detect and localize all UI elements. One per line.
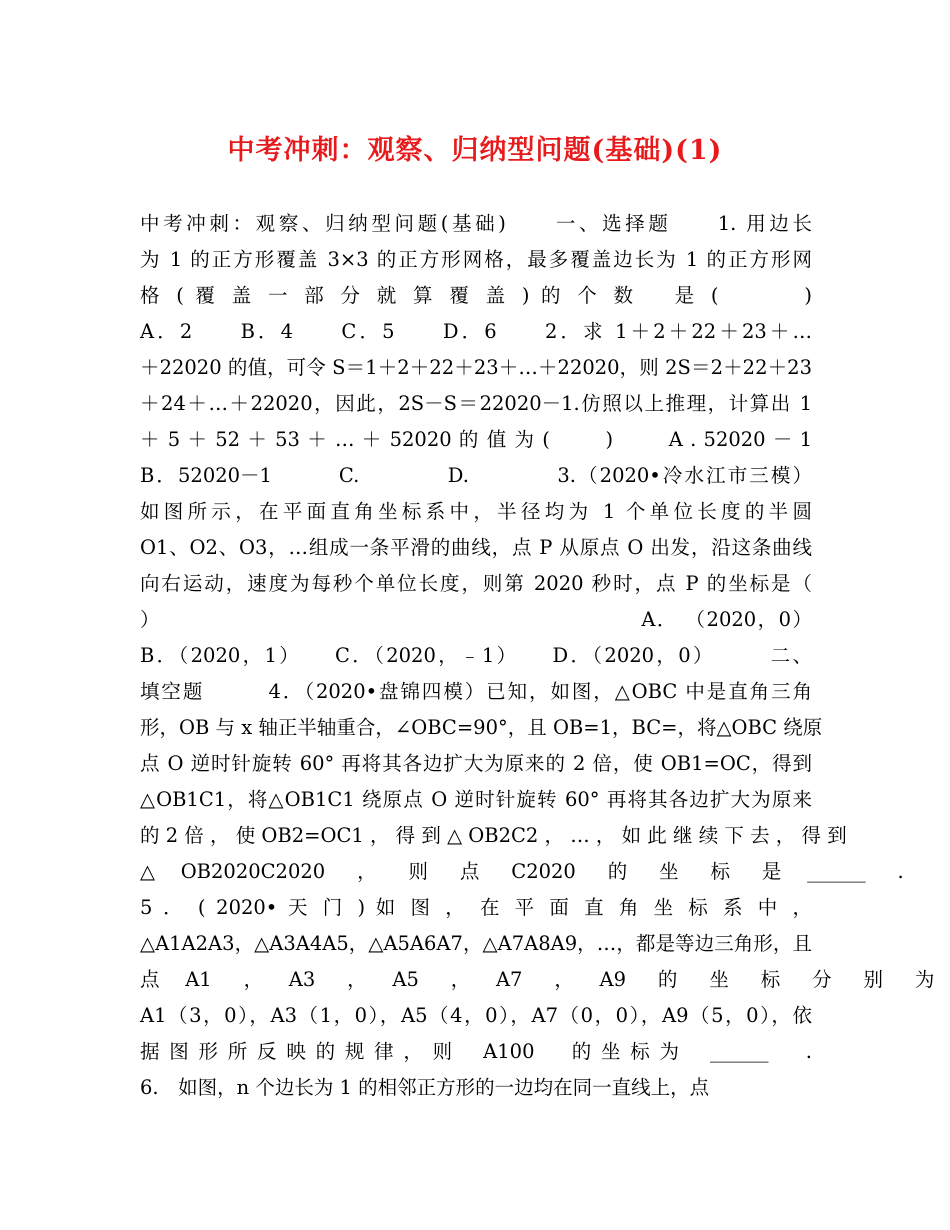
body-line: 的 2 倍 ， 使 OB2=OC1 ， 得 到 △ OB2C2 ， … ， 如 此 继 续 下 去 ， 得 到 bbox=[140, 824, 847, 847]
body-line: △A1A2A3，△A3A4A5，△A5A6A7，△A7A8A9，…，都是等边三角形，且 bbox=[140, 932, 812, 955]
body-line: ） A． （2020，0） bbox=[140, 608, 812, 631]
body-line: 6. 如图，n 个边长为 1 的相邻正方形的一边均在同一直线上，点 bbox=[140, 1076, 710, 1099]
body-line: 形，OB 与 x 轴正半轴重合，∠OBC=90°，且 OB=1，BC=，将△OBC 绕原 bbox=[140, 716, 823, 739]
body-line: B．（2020，1） C．（2020，﹣1） D．（2020，0） 二、 bbox=[140, 644, 812, 667]
body-line: A1（3，0），A3（1，0），A5（4，0），A7（0，0），A9（5，0），依 bbox=[140, 1004, 812, 1027]
body-line: B．52020－1 C. D. 3.（2020•冷水江市三模） bbox=[140, 464, 812, 487]
body-line: 点 A1 ， A3 ， A5 ， A7 ， A9 的 坐 标 分 别 为 bbox=[140, 968, 935, 991]
body-line: 如图所示，在平面直角坐标系中，半径均为 1 个单位长度的半圆 bbox=[140, 500, 812, 523]
document-body bbox=[140, 206, 935, 1106]
body-line: ＋24＋…＋22020，因此，2S－S＝22020－1.仿照以上推理，计算出 1 bbox=[140, 392, 812, 415]
body-line: O1、O2、O3，…组成一条平滑的曲线，点 P 从原点 O 出发，沿这条曲线 bbox=[140, 536, 812, 559]
body-line: 中考冲刺：观察、归纳型问题(基础) 一、选择题 1. 用边长 bbox=[140, 212, 812, 235]
body-line: 向右运动，速度为每秒个单位长度，则第 2020 秒时，点 P 的坐标是（ bbox=[140, 572, 812, 595]
body-line: ＋22020 的值，可令 S＝1＋2＋22＋23＋…＋22020，则 2S＝2＋22＋23 bbox=[140, 356, 812, 379]
document-title: 中考冲刺：观察、归纳型问题(基础)(1) bbox=[227, 135, 723, 166]
body-line: 为 1 的正方形覆盖 3×3 的正方形网格，最多覆盖边长为 1 的正方形网 bbox=[140, 248, 812, 271]
body-line: 据 图 形 所 反 映 的 规 律 ， 则 A100 的 坐 标 为 ______ . bbox=[140, 1040, 812, 1063]
body-line: △OB1C1，将△OB1C1 绕原点 O 逆时针旋转 60° 再将其各边扩大为原来 bbox=[140, 788, 812, 811]
body-line: 5 ． ( 2020• 天 门 ) 如 图 ， 在 平 面 直 角 坐 标 系 中 ， bbox=[140, 896, 812, 919]
body-line: 点 O 逆时针旋转 60° 再将其各边扩大为原来的 2 倍，使 OB1=OC，得到 bbox=[140, 752, 812, 775]
body-line: 填空题 4．（2020•盘锦四模）已知，如图，△OBC 中是直角三角 bbox=[140, 680, 812, 703]
body-line: A．2 B．4 C．5 D．6 2．求 1＋2＋22＋23＋… bbox=[140, 320, 812, 343]
body-line: 格 ( 覆 盖 一 部 分 就 算 覆 盖 ) 的 个 数 是 ( ) bbox=[140, 284, 812, 307]
body-line: △ OB2020C2020 ， 则 点 C2020 的 坐 标 是 ______ . bbox=[140, 860, 904, 883]
body-line: ＋ 5 ＋ 52 ＋ 53 ＋ … ＋ 52020 的 值 为 ( ) A . 52020 － 1 bbox=[140, 428, 812, 451]
